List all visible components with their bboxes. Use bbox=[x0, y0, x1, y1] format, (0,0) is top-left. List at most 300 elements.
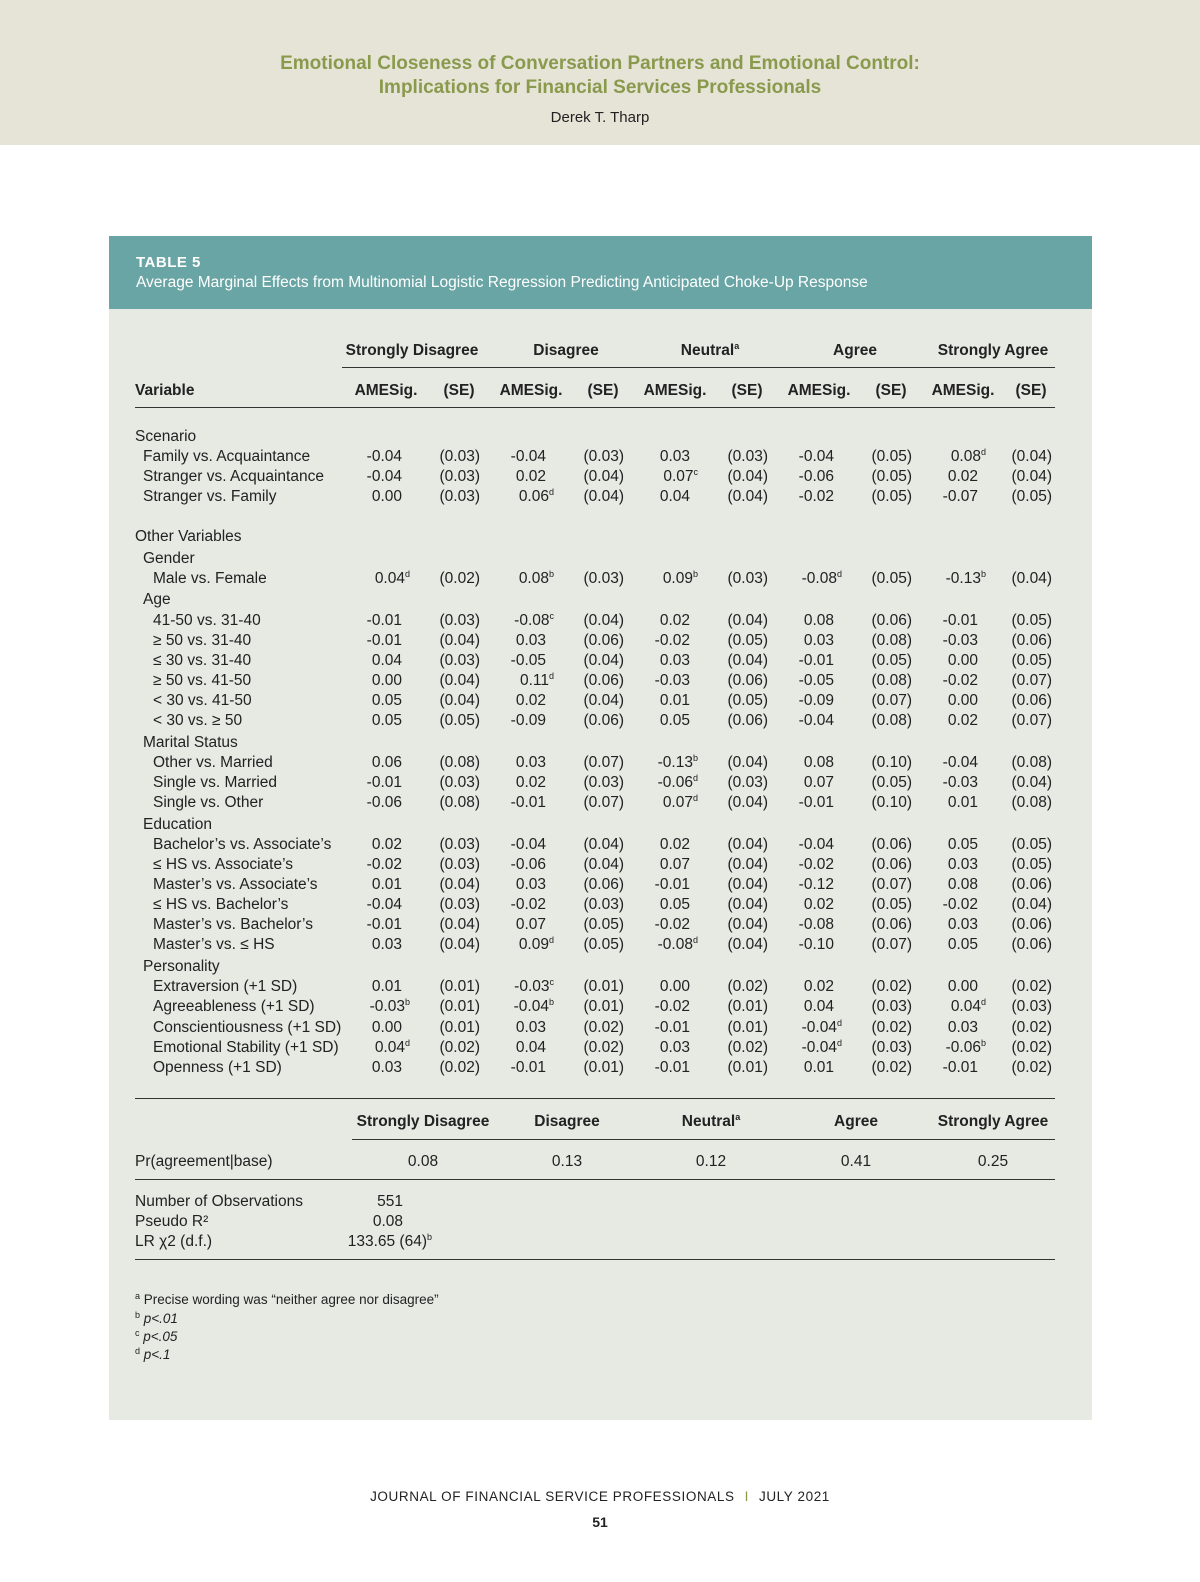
ame-value: -0.09 bbox=[798, 692, 834, 709]
note-text: p<.01 bbox=[140, 1311, 178, 1326]
table-note bbox=[135, 1348, 170, 1362]
se-value: (0.04) bbox=[439, 936, 480, 953]
row-label: Conscientiousness (+1 SD) bbox=[153, 1019, 342, 1036]
significance-marker: d bbox=[980, 447, 986, 457]
row-label: Other vs. Married bbox=[153, 754, 273, 771]
se-value: (0.06) bbox=[583, 672, 624, 689]
se-value: (0.04) bbox=[727, 876, 768, 893]
se-value: (0.08) bbox=[1011, 754, 1052, 771]
ame-value: -0.08$^d$ bbox=[657, 935, 698, 953]
significance-marker: a bbox=[735, 1112, 741, 1122]
se-value: (0.06) bbox=[1011, 916, 1052, 933]
se-value: (0.03) bbox=[583, 896, 624, 913]
ame-value: 0.04$^d$ bbox=[374, 1038, 410, 1056]
significance-marker: b bbox=[548, 997, 554, 1007]
note-marker: c bbox=[135, 1328, 140, 1338]
ame-value: -0.01 bbox=[654, 1019, 690, 1036]
row-label: Stranger vs. Family bbox=[143, 488, 277, 505]
se-value: (0.02) bbox=[583, 1039, 624, 1056]
se-value: (0.04) bbox=[1011, 448, 1052, 465]
ame-value: -0.06 bbox=[366, 794, 402, 811]
pr-label: Pr(agreement|base) bbox=[135, 1153, 273, 1170]
se-value: (0.04) bbox=[727, 468, 768, 485]
se-header: (SE) bbox=[587, 382, 619, 399]
ame-value: 0.07 bbox=[659, 856, 690, 873]
ame-value: -0.06$^d$ bbox=[657, 773, 698, 791]
se-value: (0.04) bbox=[583, 612, 624, 629]
ame-value: -0.03$^b$ bbox=[369, 997, 410, 1015]
table-note bbox=[135, 1293, 439, 1307]
se-value: (0.04) bbox=[727, 754, 768, 771]
row-label: Master’s vs. Bachelor’s bbox=[153, 916, 313, 933]
ame-value: 0.03 bbox=[515, 1019, 546, 1036]
ame-value: -0.06 bbox=[798, 468, 834, 485]
ame-value: 0.02 bbox=[659, 612, 690, 629]
paper-title-line2: Implications for Financial Services Professionals bbox=[378, 77, 822, 98]
se-header: (SE) bbox=[1015, 382, 1047, 399]
se-value: (0.03) bbox=[439, 612, 480, 629]
se-value: (0.02) bbox=[727, 978, 768, 995]
table-caption: Average Marginal Effects from Multinomial Logistic Regression Predicting Anticipated Choke-Up Response bbox=[136, 274, 868, 291]
ame-value: -0.10 bbox=[798, 936, 834, 953]
ame-value: -0.01 bbox=[510, 794, 546, 811]
ame-value: -0.02 bbox=[510, 896, 546, 913]
se-value: (0.05) bbox=[1011, 856, 1052, 873]
ame-value: 0.00 bbox=[947, 692, 978, 709]
ame-value: 0.03 bbox=[659, 1039, 690, 1056]
row-label: Single vs. Married bbox=[153, 774, 278, 791]
summary-rule-top bbox=[135, 1098, 1055, 1099]
ame-value: -0.01 bbox=[366, 916, 402, 933]
ame-value: 0.04 bbox=[659, 488, 690, 505]
se-value: (0.10) bbox=[871, 754, 912, 771]
ame-value: 0.07 bbox=[515, 916, 546, 933]
se-value: (0.01) bbox=[583, 978, 624, 995]
se-value: (0.04) bbox=[439, 632, 480, 649]
se-value: (0.04) bbox=[583, 488, 624, 505]
ame-value: 0.00 bbox=[659, 978, 690, 995]
ame-value: 0.02 bbox=[515, 692, 546, 709]
note-text: Precise wording was “neither agree nor disagree” bbox=[140, 1292, 439, 1307]
significance-marker: c bbox=[549, 611, 554, 621]
ame-value: -0.01 bbox=[654, 1059, 690, 1076]
header-rule-bottom bbox=[135, 407, 1055, 408]
ame-value: 0.04 bbox=[803, 998, 834, 1015]
se-value: (0.04) bbox=[583, 836, 624, 853]
ame-value: 0.03 bbox=[947, 916, 978, 933]
ame-value: -0.04 bbox=[366, 448, 402, 465]
ame-value: -0.01 bbox=[366, 612, 402, 629]
ame-value: -0.05 bbox=[510, 652, 546, 669]
se-header: (SE) bbox=[875, 382, 907, 399]
se-value: (0.05) bbox=[1011, 612, 1052, 629]
ame-value: 0.05 bbox=[659, 712, 690, 729]
pr-value: 0.08 bbox=[407, 1153, 439, 1170]
section-label: Age bbox=[143, 591, 171, 608]
se-value: (0.03) bbox=[439, 896, 480, 913]
significance-marker: c bbox=[549, 977, 554, 987]
note-text: p<.05 bbox=[139, 1329, 178, 1344]
se-value: (0.05) bbox=[583, 936, 624, 953]
ame-value: 0.08$^b$ bbox=[518, 569, 554, 587]
row-label: Master’s vs. ≤ HS bbox=[153, 936, 275, 953]
se-value: (0.06) bbox=[1011, 936, 1052, 953]
ame-value: -0.12 bbox=[798, 876, 834, 893]
se-value: (0.04) bbox=[727, 936, 768, 953]
significance-marker: b bbox=[404, 997, 410, 1007]
ame-value: 0.03 bbox=[947, 856, 978, 873]
section-label: Gender bbox=[143, 550, 195, 567]
se-value: (0.04) bbox=[727, 488, 768, 505]
issue-date: JULY 2021 bbox=[758, 1489, 830, 1504]
outcome-header: Disagree bbox=[533, 342, 599, 359]
significance-marker: d bbox=[980, 997, 986, 1007]
significance-marker: d bbox=[692, 773, 698, 783]
summary-outcome-header: Strongly Disagree bbox=[356, 1113, 490, 1130]
se-value: (0.03) bbox=[871, 998, 912, 1015]
ame-value: -0.01 bbox=[366, 632, 402, 649]
significance-marker: b bbox=[980, 1038, 986, 1048]
ame-value: -0.02 bbox=[798, 488, 834, 505]
se-value: (0.02) bbox=[1011, 1039, 1052, 1056]
ame-value: -0.13$^b$ bbox=[657, 753, 698, 771]
se-value: (0.05) bbox=[727, 632, 768, 649]
significance-marker: a bbox=[734, 341, 740, 351]
ame-value: -0.02 bbox=[942, 672, 978, 689]
ame-value: 0.03 bbox=[659, 448, 690, 465]
ame-value: 0.06 bbox=[371, 754, 402, 771]
se-value: (0.05) bbox=[871, 896, 912, 913]
se-value: (0.06) bbox=[871, 612, 912, 629]
ame-value: -0.03 bbox=[942, 632, 978, 649]
journal-name: JOURNAL OF FINANCIAL SERVICE PROFESSIONALS bbox=[370, 1489, 735, 1504]
se-header: (SE) bbox=[731, 382, 763, 399]
ame-value: -0.02 bbox=[798, 856, 834, 873]
ame-value: -0.04 bbox=[798, 836, 834, 853]
note-text: p<.1 bbox=[140, 1347, 171, 1362]
se-value: (0.04) bbox=[583, 468, 624, 485]
ame-value: -0.03$^c$ bbox=[514, 977, 554, 995]
ame-value: -0.08 bbox=[798, 916, 834, 933]
row-label: ≥ 50 vs. 31-40 bbox=[153, 632, 252, 649]
ame-value: -0.02 bbox=[654, 916, 690, 933]
ame-value: 0.02 bbox=[371, 836, 402, 853]
se-value: (0.04) bbox=[583, 652, 624, 669]
se-value: (0.05) bbox=[871, 652, 912, 669]
stat-label: Number of Observations bbox=[135, 1193, 303, 1210]
ame-value: -0.04 bbox=[510, 448, 546, 465]
row-label: ≤ 30 vs. 31-40 bbox=[153, 652, 252, 669]
se-value: (0.02) bbox=[871, 978, 912, 995]
se-value: (0.03) bbox=[1011, 998, 1052, 1015]
ame-value: 0.02 bbox=[803, 978, 834, 995]
ame-value: -0.04 bbox=[798, 712, 834, 729]
se-value: (0.06) bbox=[1011, 692, 1052, 709]
se-value: (0.03) bbox=[439, 836, 480, 853]
outcome-header: Neutral$^a$ bbox=[680, 341, 740, 359]
se-value: (0.02) bbox=[871, 1019, 912, 1036]
ame-value: 0.02 bbox=[659, 836, 690, 853]
row-label: < 30 vs. ≥ 50 bbox=[153, 712, 243, 729]
stat-value: 0.08 bbox=[372, 1213, 403, 1230]
se-value: (0.10) bbox=[871, 794, 912, 811]
ame-value: -0.01 bbox=[654, 876, 690, 893]
se-value: (0.04) bbox=[439, 672, 480, 689]
summary-outcome-header: Disagree bbox=[534, 1113, 600, 1130]
ame-value: 0.05 bbox=[947, 936, 978, 953]
section-label: Other Variables bbox=[135, 528, 242, 545]
se-value: (0.05) bbox=[871, 488, 912, 505]
se-value: (0.05) bbox=[871, 774, 912, 791]
table-label: TABLE 5 bbox=[136, 254, 201, 271]
note-marker: d bbox=[135, 1346, 141, 1356]
row-label: Single vs. Other bbox=[153, 794, 264, 811]
se-value: (0.06) bbox=[583, 632, 624, 649]
se-value: (0.02) bbox=[1011, 1019, 1052, 1036]
ame-value: 0.01 bbox=[371, 978, 402, 995]
significance-marker: d bbox=[404, 569, 410, 579]
stat-value: 133.65 $(64)^b$ bbox=[347, 1232, 432, 1250]
ame-value: 0.00 bbox=[947, 978, 978, 995]
outcome-header: Agree bbox=[833, 342, 877, 359]
significance-marker: d bbox=[692, 793, 698, 803]
se-value: (0.03) bbox=[583, 570, 624, 587]
ame-value: 0.05 bbox=[947, 836, 978, 853]
paper-title-line1: Emotional Closeness of Conversation Partners and Emotional Control: bbox=[280, 53, 920, 74]
se-value: (0.06) bbox=[871, 856, 912, 873]
section-label: Scenario bbox=[135, 428, 197, 445]
row-label: ≥ 50 vs. 41-50 bbox=[153, 672, 252, 689]
ame-value: -0.06 bbox=[510, 856, 546, 873]
significance-marker: b bbox=[980, 569, 986, 579]
ame-value: 0.00 bbox=[947, 652, 978, 669]
row-label: 41-50 vs. 31-40 bbox=[153, 612, 261, 629]
ame-value: -0.04 bbox=[942, 754, 978, 771]
ame-value: 0.07 bbox=[803, 774, 834, 791]
pr-value: 0.41 bbox=[840, 1153, 872, 1170]
se-value: (0.06) bbox=[583, 712, 624, 729]
ame-value: -0.08$^c$ bbox=[514, 611, 554, 629]
ame-value: 0.07$^d$ bbox=[662, 793, 698, 811]
ame-value: 0.05 bbox=[371, 712, 402, 729]
row-label: Openness (+1 SD) bbox=[153, 1059, 282, 1076]
ame-value: 0.08 bbox=[803, 754, 834, 771]
ame-value: 0.03 bbox=[371, 1059, 402, 1076]
ame-value: 0.01 bbox=[947, 794, 978, 811]
page-number: 51 bbox=[592, 1514, 608, 1530]
ame-value: -0.05 bbox=[798, 672, 834, 689]
se-value: (0.04) bbox=[727, 612, 768, 629]
se-header: (SE) bbox=[443, 382, 475, 399]
se-value: (0.05) bbox=[1011, 836, 1052, 853]
ame-value: 0.04$^d$ bbox=[950, 997, 986, 1015]
ame-value: -0.08$^d$ bbox=[801, 569, 842, 587]
ame-value: 0.01 bbox=[803, 1059, 834, 1076]
ame-value: 0.01 bbox=[371, 876, 402, 893]
se-value: (0.05) bbox=[1011, 488, 1052, 505]
se-value: (0.05) bbox=[727, 692, 768, 709]
ame-value: 0.04$^d$ bbox=[374, 569, 410, 587]
se-value: (0.05) bbox=[871, 468, 912, 485]
se-value: (0.04) bbox=[1011, 896, 1052, 913]
ame-value: -0.04 bbox=[366, 468, 402, 485]
se-value: (0.08) bbox=[439, 754, 480, 771]
row-label: Stranger vs. Acquaintance bbox=[143, 468, 324, 485]
ame-value: -0.01 bbox=[942, 1059, 978, 1076]
ame-value: 0.00 bbox=[371, 1019, 402, 1036]
se-value: (0.04) bbox=[439, 692, 480, 709]
ame-value: 0.02 bbox=[515, 774, 546, 791]
se-value: (0.02) bbox=[727, 1039, 768, 1056]
ame-value: 0.02 bbox=[947, 712, 978, 729]
ame-value: -0.06$^b$ bbox=[945, 1038, 986, 1056]
significance-marker: d bbox=[836, 569, 842, 579]
ame-value: -0.04$^b$ bbox=[513, 997, 554, 1015]
se-value: (0.03) bbox=[727, 774, 768, 791]
se-value: (0.01) bbox=[583, 998, 624, 1015]
se-value: (0.03) bbox=[439, 468, 480, 485]
ame-value: 0.01 bbox=[659, 692, 690, 709]
se-value: (0.02) bbox=[583, 1019, 624, 1036]
ame-value: -0.03 bbox=[654, 672, 690, 689]
se-value: (0.04) bbox=[727, 856, 768, 873]
se-value: (0.07) bbox=[583, 754, 624, 771]
ame-value: 0.09$^d$ bbox=[518, 935, 554, 953]
ame-value: -0.02 bbox=[654, 998, 690, 1015]
ame-value: 0.03 bbox=[659, 652, 690, 669]
table-note bbox=[135, 1312, 178, 1326]
row-label: Master’s vs. Associate’s bbox=[153, 876, 318, 893]
summary-rule-low bbox=[135, 1179, 1055, 1180]
ame-value: -0.01 bbox=[798, 652, 834, 669]
section-label: Marital Status bbox=[143, 734, 238, 751]
se-value: (0.03) bbox=[439, 448, 480, 465]
se-value: (0.04) bbox=[727, 916, 768, 933]
row-label: ≤ HS vs. Associate’s bbox=[153, 856, 294, 873]
se-value: (0.04) bbox=[727, 896, 768, 913]
significance-marker: d bbox=[548, 935, 554, 945]
ame-value: -0.04 bbox=[366, 896, 402, 913]
ame-value: 0.04 bbox=[515, 1039, 546, 1056]
se-value: (0.04) bbox=[727, 794, 768, 811]
se-value: (0.02) bbox=[1011, 1059, 1052, 1076]
se-value: (0.01) bbox=[439, 1019, 480, 1036]
variable-header: Variable bbox=[135, 382, 195, 399]
section-label: Education bbox=[143, 816, 212, 833]
ame-value: 0.05 bbox=[371, 692, 402, 709]
se-value: (0.07) bbox=[1011, 672, 1052, 689]
se-value: (0.04) bbox=[439, 916, 480, 933]
significance-marker: b bbox=[692, 569, 698, 579]
ame-value: -0.01 bbox=[366, 774, 402, 791]
ame-value: 0.11$^d$ bbox=[519, 671, 554, 689]
ame-value: -0.01 bbox=[510, 1059, 546, 1076]
se-value: (0.02) bbox=[871, 1059, 912, 1076]
row-label: Emotional Stability (+1 SD) bbox=[153, 1039, 339, 1056]
table-panel bbox=[109, 236, 1092, 1420]
se-value: (0.06) bbox=[1011, 876, 1052, 893]
significance-marker: b bbox=[426, 1232, 432, 1242]
ame-value: -0.02 bbox=[366, 856, 402, 873]
row-label: Male vs. Female bbox=[153, 570, 267, 587]
ame-value: -0.04 bbox=[510, 836, 546, 853]
se-value: (0.06) bbox=[871, 916, 912, 933]
se-value: (0.01) bbox=[439, 998, 480, 1015]
table-title-bar bbox=[109, 236, 1092, 309]
outcome-header: Strongly Disagree bbox=[345, 342, 479, 359]
ame-value: 0.00 bbox=[371, 672, 402, 689]
row-label: Agreeableness (+1 SD) bbox=[153, 998, 315, 1015]
ame-value: 0.08$^d$ bbox=[950, 447, 986, 465]
ame-value: 0.05 bbox=[659, 896, 690, 913]
ame-value: 0.03 bbox=[515, 876, 546, 893]
ame-value: 0.07$^c$ bbox=[663, 467, 698, 485]
table-note bbox=[135, 1330, 177, 1344]
pr-value: 0.25 bbox=[977, 1153, 1009, 1170]
ame-header: AMESig. bbox=[931, 382, 995, 399]
ame-value: 0.06$^d$ bbox=[518, 487, 554, 505]
se-value: (0.06) bbox=[727, 672, 768, 689]
summary-outcome-header: Agree bbox=[834, 1113, 878, 1130]
se-value: (0.02) bbox=[439, 570, 480, 587]
se-value: (0.06) bbox=[1011, 632, 1052, 649]
se-value: (0.05) bbox=[871, 448, 912, 465]
se-value: (0.02) bbox=[1011, 978, 1052, 995]
significance-marker: b bbox=[692, 753, 698, 763]
row-label: Family vs. Acquaintance bbox=[143, 448, 311, 465]
significance-marker: d bbox=[548, 671, 554, 681]
summary-rule-bottom bbox=[135, 1259, 1055, 1260]
significance-marker: d bbox=[692, 935, 698, 945]
row-label: Bachelor’s vs. Associate’s bbox=[153, 836, 332, 853]
ame-value: 0.03 bbox=[803, 632, 834, 649]
row-label: Extraversion (+1 SD) bbox=[153, 978, 298, 995]
significance-marker: c bbox=[693, 467, 698, 477]
ame-value: 0.08 bbox=[803, 612, 834, 629]
footer-running-head bbox=[0, 1489, 1200, 1504]
ame-header: AMESig. bbox=[354, 382, 418, 399]
stat-label: Pseudo R² bbox=[135, 1213, 209, 1230]
se-value: (0.03) bbox=[583, 448, 624, 465]
ame-value: -0.13$^b$ bbox=[945, 569, 986, 587]
pr-value: 0.13 bbox=[551, 1153, 583, 1170]
ame-value: 0.03 bbox=[947, 1019, 978, 1036]
se-value: (0.03) bbox=[727, 448, 768, 465]
se-value: (0.04) bbox=[727, 836, 768, 853]
se-value: (0.01) bbox=[583, 1059, 624, 1076]
ame-header: AMESig. bbox=[787, 382, 851, 399]
outcome-header: Strongly Agree bbox=[937, 342, 1049, 359]
se-value: (0.08) bbox=[871, 672, 912, 689]
ame-value: -0.09 bbox=[510, 712, 546, 729]
se-value: (0.01) bbox=[727, 998, 768, 1015]
se-value: (0.05) bbox=[439, 712, 480, 729]
ame-value: -0.04 bbox=[798, 448, 834, 465]
se-value: (0.07) bbox=[583, 794, 624, 811]
se-value: (0.04) bbox=[583, 856, 624, 873]
ame-value: -0.04$^d$ bbox=[801, 1018, 842, 1036]
ame-value: 0.02 bbox=[947, 468, 978, 485]
ame-header: AMESig. bbox=[499, 382, 563, 399]
se-value: (0.05) bbox=[1011, 652, 1052, 669]
ame-value: 0.03 bbox=[515, 632, 546, 649]
ame-header: AMESig. bbox=[643, 382, 707, 399]
significance-marker: b bbox=[548, 569, 554, 579]
ame-value: -0.04$^d$ bbox=[801, 1038, 842, 1056]
se-value: (0.07) bbox=[1011, 712, 1052, 729]
se-value: (0.04) bbox=[1011, 774, 1052, 791]
se-value: (0.04) bbox=[583, 692, 624, 709]
